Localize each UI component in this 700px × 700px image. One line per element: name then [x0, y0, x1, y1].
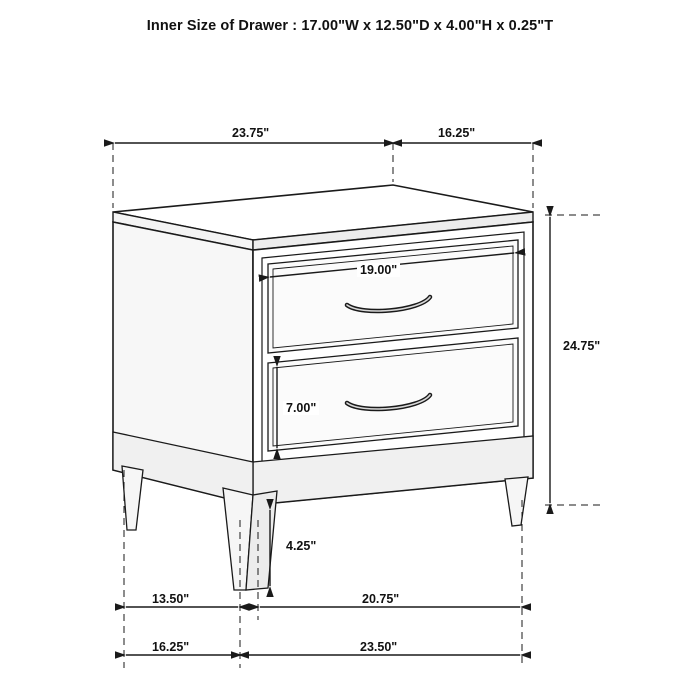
- dim-label-top-right-depth: 16.25": [435, 126, 478, 140]
- dim-label-drawer-inner-width: 19.00": [357, 263, 400, 277]
- dim-label-top-left-width: 23.75": [229, 126, 272, 140]
- leg-back-left: [122, 466, 143, 530]
- dim-label-overall-height: 24.75": [560, 339, 603, 353]
- dim-label-foot-depth: 13.50": [149, 592, 192, 606]
- dim-label-bottom-depth: 16.25": [149, 640, 192, 654]
- leg-front-right: [505, 477, 528, 526]
- dim-label-bottom-width: 23.50": [357, 640, 400, 654]
- dim-label-drawer-height: 7.00": [283, 401, 319, 415]
- dim-label-leg-height: 4.25": [283, 539, 319, 553]
- furniture-body: [113, 185, 533, 590]
- dim-label-base-width: 20.75": [359, 592, 402, 606]
- page-title: Inner Size of Drawer : 17.00"W x 12.50"D x 4.00"H x 0.25"T: [146, 18, 554, 34]
